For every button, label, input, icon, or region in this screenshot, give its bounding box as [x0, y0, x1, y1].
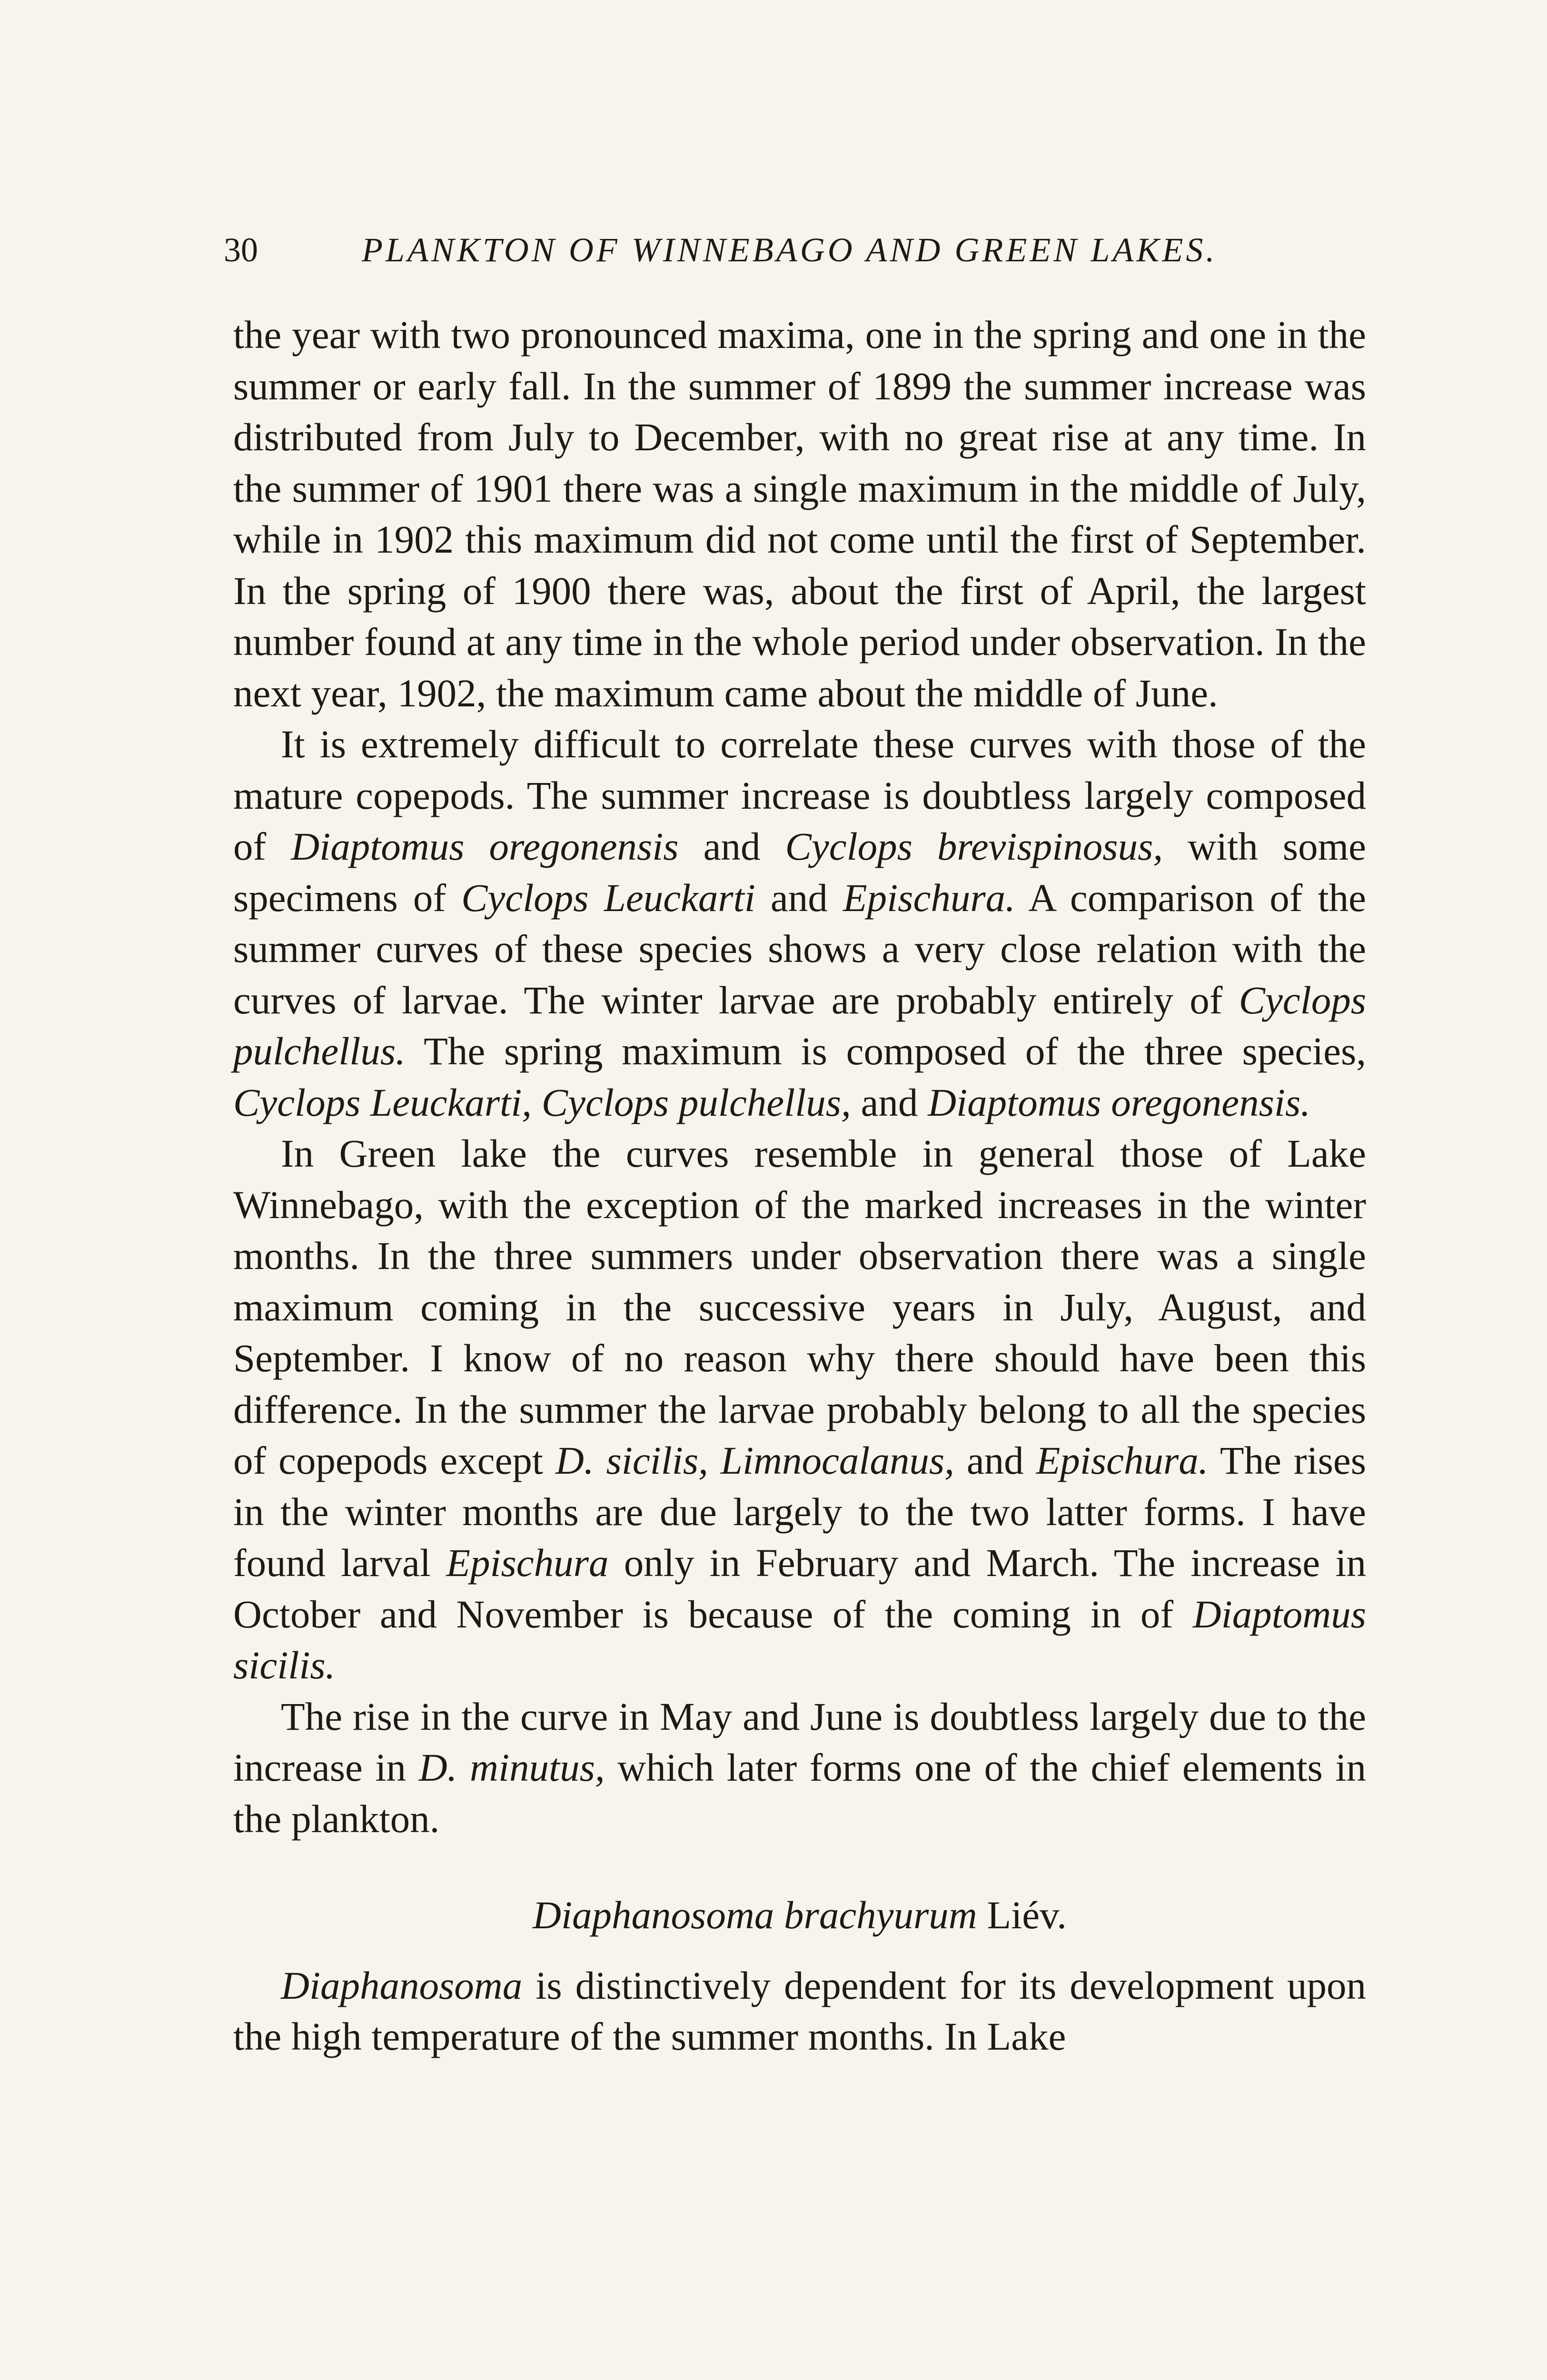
page-header [224, 224, 1357, 276]
text-run: and [954, 1438, 1036, 1482]
taxon-name: Epischura. [843, 875, 1015, 920]
section-heading [233, 1890, 1366, 1941]
text-run: The rises in the winter months are due largely to the two latter forms. I have found larval [233, 1438, 1366, 1585]
text-run: with some specimens of [233, 824, 1367, 920]
taxon-name: Cyclops Leuckarti, Cyclops pulchellus, [233, 1080, 851, 1124]
paragraph-continued: the year with two pronounced maxima, one in the spring and one in the summer or early fall. In the summer of 1899 the summer increase was distributed from July to December, with no great rise at any time. In the summer of 1901 there was a single maximum in the middle of July, while in 1902 this maximum did not come until the first of September. In the spring of 1900 there was, about the first of April, the largest number found at any time in the whole period under observation. In the next year, 1902, the maximum came about the middle of June. [233, 313, 1366, 715]
text-run: is distinctively dependent for its development upon the high temperature of the summer months. In Lake [233, 1963, 1366, 2058]
page-number: 30 [224, 231, 258, 269]
text-run: A comparison of the summer curves of these species shows a very close relation with the curves of larvae. The winter larvae are probably entirely of [233, 875, 1366, 1022]
taxon-name: Epischura [446, 1541, 609, 1585]
running-head: PLANKTON OF WINNEBAGO AND GREEN LAKES. [362, 231, 1218, 269]
heading-species-name: Diaphanosoma brachyurum [533, 1893, 977, 1937]
taxon-name: Diaptomus oregonensis [291, 824, 679, 868]
text-run: The spring maximum is composed of the three species, [405, 1029, 1366, 1073]
text-run: In Green lake the curves resemble in general those of Lake Winnebago, with the exception of the marked increases in the winter months. In the three summers under observation there was a single maximum coming in the successive years in July, August, and September. I know of no reason why there should have been this difference. In the summer the larvae probably belong to all the species of copepods except [233, 1131, 1366, 1482]
taxon-name: D. minutus, [418, 1745, 605, 1789]
text-run: only in February and March. The increase in October and November is because of the coming in of [233, 1541, 1367, 1636]
text-run: The rise in the curve in May and June is doubtless largely due to the increase in [233, 1694, 1366, 1789]
paragraph-diaphanosoma [233, 1960, 1366, 2063]
taxon-name: Diaptomus oregonensis. [928, 1080, 1311, 1124]
body-text [233, 309, 1366, 2063]
taxon-name: Cyclops pulchellus. [233, 978, 1366, 1073]
taxon-name: Cyclops brevispinosus, [785, 824, 1163, 868]
taxon-name: Epischura. [1036, 1438, 1209, 1482]
text-run: It is extremely difficult to correlate these curves with those of the mature copepods. The summer increase is doubtless largely composed of [233, 722, 1366, 868]
text-run: and [678, 824, 785, 868]
taxon-name: Diaptomus sicilis. [233, 1592, 1366, 1687]
taxon-name: D. sicilis, Limnocalanus, [555, 1438, 954, 1482]
text-run: and [755, 875, 843, 920]
taxon-name: Diaphanosoma [281, 1963, 523, 2007]
paragraph-may-june-rise [233, 1691, 1366, 1845]
text-run: and [851, 1080, 928, 1124]
paragraph-copepod-correlation [233, 719, 1366, 1128]
text-run: which later forms one of the chief elements in the plankton. [233, 1745, 1367, 1841]
taxon-name: Cyclops Leuckarti [461, 875, 755, 920]
heading-author: Liév. [987, 1893, 1067, 1937]
paragraph-green-lake [233, 1128, 1366, 1691]
